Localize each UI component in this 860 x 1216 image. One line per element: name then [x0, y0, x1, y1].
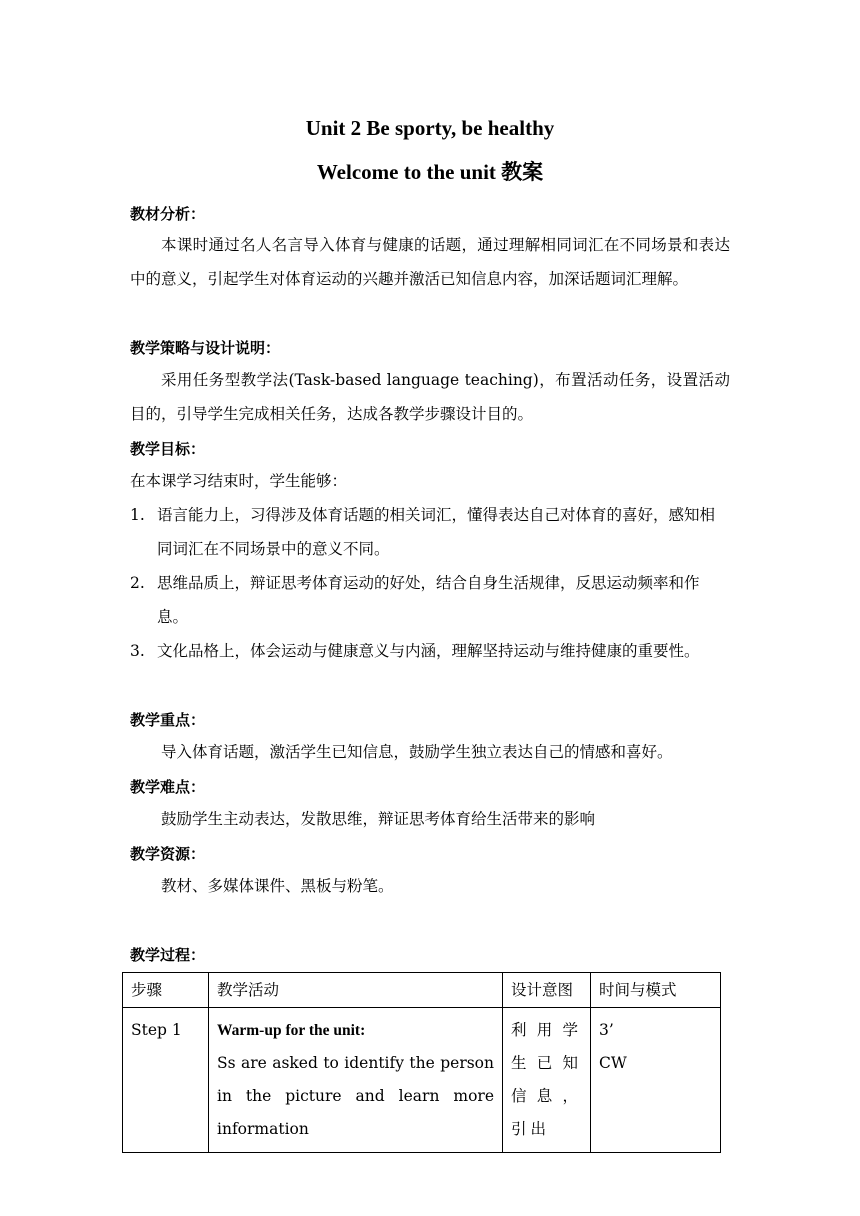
header-intent: 设计意图: [503, 973, 591, 1008]
strategy-text: 采用任务型教学法(Task-based language teaching)，布置活动任务，设置活动目的，引导学生完成相关任务，达成各教学步骤设计目的。: [130, 371, 730, 423]
objective-text: 语言能力上，习得涉及体育话题的相关词汇，懂得表达自己对体育的喜好，感知相同词汇在不同场景中的意义不同。: [157, 506, 716, 558]
header-time-mode: 时间与模式: [591, 973, 721, 1008]
resources-text: 教材、多媒体课件、黑板与粉笔。: [161, 877, 394, 895]
difficulties-heading: 教学难点：: [130, 778, 206, 796]
cell-step: [123, 1008, 209, 1153]
key-points-heading: 教学重点：: [130, 711, 206, 729]
document-subtitle: Welcome to the unit 教案: [316, 160, 544, 184]
time-value: 3’: [599, 1021, 614, 1039]
key-points-text: 导入体育话题，激活学生已知信息，鼓励学生独立表达自己的情感和喜好。: [161, 743, 673, 761]
table-header-row: [123, 973, 721, 1008]
mode-value: CW: [599, 1054, 627, 1072]
analysis-heading: 教材分析：: [130, 205, 206, 223]
strategy-heading: 教学策略与设计说明：: [130, 339, 281, 357]
cell-intent: [503, 1008, 591, 1153]
intent-text: 利用学生已知信息，引出: [511, 1021, 582, 1138]
objectives-heading: 教学目标：: [130, 440, 206, 458]
cell-activity: [209, 1008, 503, 1153]
objective-number: 1.: [130, 506, 145, 524]
objective-item: [130, 566, 730, 634]
objective-text: 文化品格上，体会运动与健康意义与内涵，理解坚持运动与维持健康的重要性。: [157, 642, 700, 660]
activity-text: Ss are asked to identify the person in the picture and learn more information: [217, 1054, 494, 1138]
table-row: [123, 1008, 721, 1153]
objective-text: 思维品质上，辩证思考体育运动的好处，结合自身生活规律，反思运动频率和作息。: [157, 574, 700, 626]
objective-item: [130, 498, 730, 566]
process-heading: 教学过程：: [130, 946, 206, 964]
difficulties-text: 鼓励学生主动表达，发散思维，辩证思考体育给生活带来的影响: [161, 810, 596, 828]
process-table: [122, 972, 721, 1153]
document-title: Unit 2 Be sporty, be healthy: [305, 116, 555, 140]
cell-time-mode: [591, 1008, 721, 1153]
analysis-text: 本课时通过名人名言导入体育与健康的话题，通过理解相同词汇在不同场景和表达中的意义，引起学生对体育运动的兴趣并激活已知信息内容，加深话题词汇理解。: [130, 236, 730, 288]
resources-heading: 教学资源：: [130, 845, 206, 863]
objectives-intro: 在本课学习结束时，学生能够：: [130, 472, 348, 490]
objective-number: 2.: [130, 574, 145, 592]
step-label: Step 1: [131, 1021, 182, 1039]
objective-number: 3.: [130, 642, 145, 660]
activity-title: Warm-up for the unit:: [217, 1022, 366, 1039]
header-step: 步骤: [123, 973, 209, 1008]
header-activity: 教学活动: [209, 973, 503, 1008]
objective-item: [130, 634, 730, 668]
